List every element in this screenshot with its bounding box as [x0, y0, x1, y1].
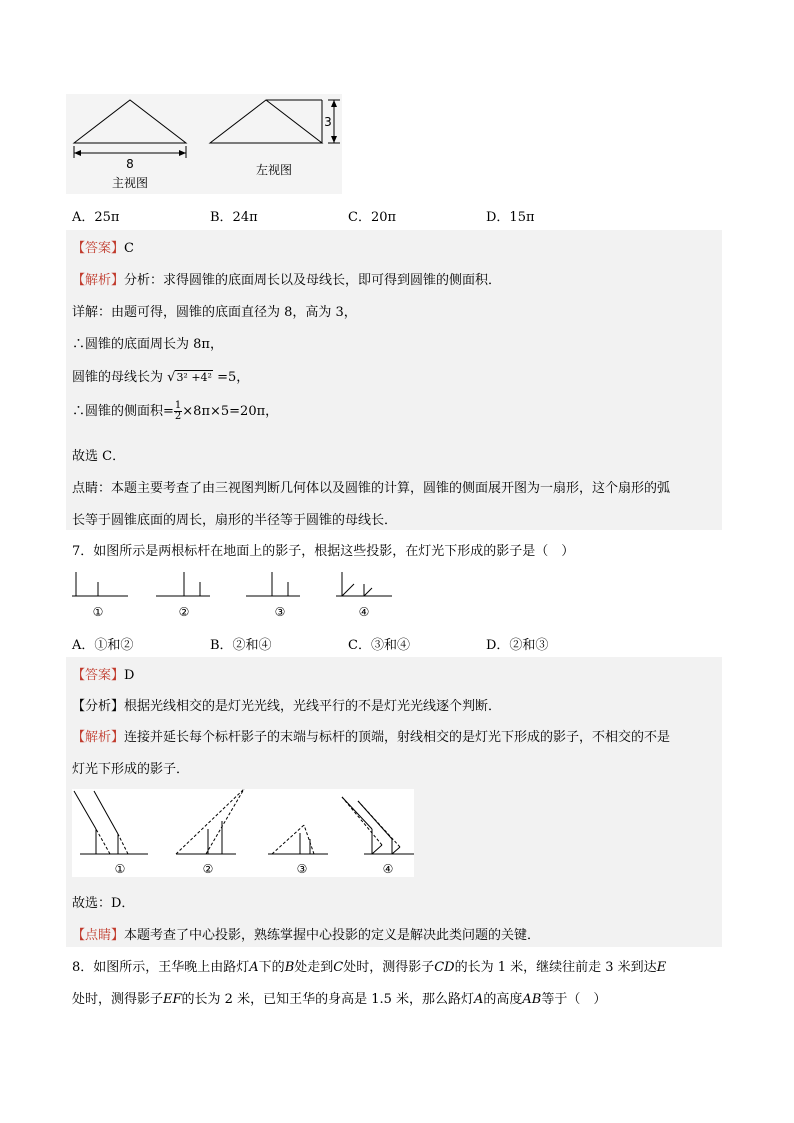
q6-choice-line: 故选 C． — [72, 449, 126, 464]
answer-value: D — [124, 668, 135, 683]
q7-sol-label-4: ④ — [382, 862, 394, 876]
detail-4-text: ∴圆锥的侧面积= — [72, 404, 174, 419]
three-view-figure — [66, 94, 342, 194]
q7-solution-drawing — [72, 789, 414, 877]
q6-comment-1: 点睛：本题主要考查了由三视图判断几何体以及圆锥的计算，圆锥的侧面展开图为一扇形，这个扇形的弧 — [72, 481, 671, 496]
jiexi-text: 连接并延长每个标杆影子的末端与标杆的顶端，射线相交的是灯光下形成的影子，不相交的不是 — [124, 730, 671, 745]
q7-sol-label-1: ① — [114, 862, 126, 876]
answer-tag: 【答案】 — [72, 668, 125, 683]
analysis-text: 分析：求得圆锥的底面周长以及母线长，即可得到圆锥的侧面积． — [124, 273, 502, 288]
q7-figure — [66, 566, 406, 622]
q8-stem-line-2 — [72, 988, 606, 1007]
detail-3-text: 圆锥的母线长为 — [72, 370, 168, 385]
q7-solution-figure — [72, 789, 414, 877]
q7-answer-line — [72, 664, 134, 683]
q6-option-d: D．15π — [486, 210, 535, 225]
q8-text: 处时，测得影子 — [343, 960, 435, 975]
q7-option-d: D．②和③ — [486, 638, 549, 653]
q7-choice-line: 故选：D． — [72, 896, 135, 911]
q8-text: 8．如图所示，王华晚上由路灯 — [72, 960, 250, 975]
q6-detail-4 — [72, 400, 278, 422]
fenxi-text: 根据光线相交的是灯光光线，光线平行的不是灯光光线逐个判断． — [124, 699, 502, 714]
q7-fenxi-line — [72, 695, 501, 714]
q6-detail-1: 详解：由题可得，圆锥的底面直径为 8，高为 3， — [72, 305, 357, 320]
dianjing-tag: 【点睛】 — [72, 928, 125, 943]
dim-height-label: 3 — [324, 115, 332, 129]
q8-var-e: E — [656, 960, 667, 975]
answer-value: C — [124, 241, 134, 256]
q6-answer-line — [72, 237, 134, 256]
q6-analysis-line — [72, 269, 501, 288]
detail-4-result: ×8π×5=20π， — [182, 404, 279, 419]
q8-text: 处时，测得影子 — [72, 992, 164, 1007]
q8-text: 的高度 — [483, 992, 523, 1007]
q7-dianjing-line — [72, 924, 540, 943]
q6-option-c: C．20π — [348, 210, 397, 225]
answer-tag: 【答案】 — [72, 241, 125, 256]
dim-width-label: 8 — [126, 157, 134, 171]
q8-var-c: C — [333, 960, 344, 975]
q8-text: 的长为 1 米，继续往前走 3 米到达 — [454, 960, 657, 975]
q8-var-a: A — [249, 960, 259, 975]
analysis-tag: 【解析】 — [72, 273, 125, 288]
q8-var-ef: EF — [163, 992, 182, 1007]
q8-var-cd: CD — [434, 960, 455, 975]
q7-sol-label-2: ② — [202, 862, 214, 876]
q8-var-b: B — [284, 960, 295, 975]
q6-detail-3: 圆锥的母线长为 √3² +4² =5， — [72, 370, 250, 385]
q7-option-b: B．②和④ — [210, 638, 272, 653]
q7-option-a: A．①和② — [72, 638, 134, 653]
q7-jiexi-line-2: 灯光下形成的影子． — [72, 762, 190, 777]
three-view-drawing — [66, 94, 342, 194]
q8-stem-line-1 — [72, 956, 666, 975]
q6-option-b: B．24π — [210, 210, 258, 225]
q8-text: 下的 — [258, 960, 285, 975]
q7-stem: 7．如图所示是两根标杆在地面上的影子，根据这些投影，在灯光下形成的影子是（ ） — [72, 544, 575, 559]
radical-expression: 3² +4² — [176, 371, 212, 384]
jiexi-tag: 【解析】 — [72, 730, 125, 745]
left-view-label: 左视图 — [255, 163, 293, 177]
q8-var-ab: AB — [522, 992, 542, 1007]
front-view-label: 主视图 — [111, 176, 149, 190]
q7-figure-drawing — [66, 566, 406, 622]
q7-fig-label-4: ④ — [358, 605, 370, 619]
fraction-numerator: 1 — [174, 400, 182, 411]
q7-jiexi-line — [72, 726, 670, 745]
detail-3-result: =5， — [212, 370, 250, 385]
q6-detail-2: ∴圆锥的底面周长为 8π， — [72, 337, 223, 352]
dianjing-text: 本题考查了中心投影，熟练掌握中心投影的定义是解决此类问题的关键． — [124, 928, 541, 943]
q6-comment-2: 长等于圆锥底面的周长，扇形的半径等于圆锥的母线长． — [72, 513, 398, 528]
q8-text: 的长为 2 米，已知王华的身高是 1.5 米，那么路灯 — [181, 992, 475, 1007]
q7-fig-label-3: ③ — [274, 605, 286, 619]
q8-text: 处走到 — [294, 960, 334, 975]
fraction-denominator: 2 — [174, 411, 182, 422]
q6-option-a: A．25π — [72, 210, 120, 225]
q7-option-c: C．③和④ — [348, 638, 410, 653]
q7-fig-label-2: ② — [178, 605, 190, 619]
q8-text: 等于（ ） — [541, 992, 607, 1007]
fenxi-tag: 【分析】 — [72, 699, 125, 714]
q8-var-a: A — [474, 992, 484, 1007]
q7-fig-label-1: ① — [92, 605, 104, 619]
q7-sol-label-3: ③ — [296, 862, 308, 876]
